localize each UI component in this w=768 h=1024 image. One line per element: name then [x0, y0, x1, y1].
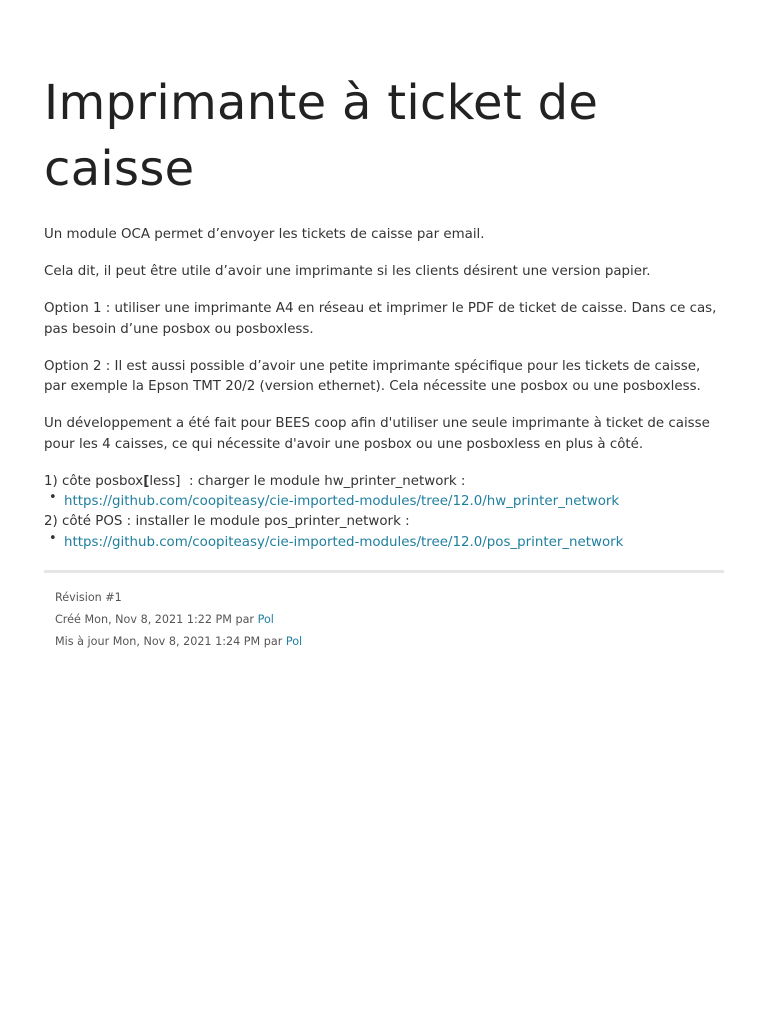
page-title: Imprimante à ticket de caisse [44, 75, 599, 197]
hw-printer-network-link[interactable]: https://github.com/coopiteasy/cie-imported-modules/tree/12.0/hw_printer_network [64, 494, 620, 509]
divider [44, 570, 724, 573]
updated-info [55, 631, 724, 653]
created-info [55, 609, 724, 631]
step-1-text [44, 472, 724, 493]
paragraph-option-2: Option 2 : Il est aussi possible d’avoir une petite imprimante spécifique pour les tickets de caisse, par exemple la Epson TMT 20/2 (version ethernet). Cela nécessite une posbox ou une posboxless. [44, 358, 701, 394]
step-1-bracket-open: [ [143, 473, 150, 489]
step-2-link-list [44, 530, 724, 553]
bullet-icon: • [49, 530, 57, 546]
step-1-bracket-word: less [149, 473, 176, 489]
step-1-suffix: : charger le module hw_printer_network : [180, 473, 466, 489]
step-1-bracket-close: ] [175, 473, 181, 489]
article-body [44, 225, 724, 553]
created-author-link[interactable]: Pol [257, 612, 274, 626]
created-text: Créé Mon, Nov 8, 2021 1:22 PM par [55, 612, 258, 626]
paragraph-development: Un développement a été fait pour BEES coop afin d'utiliser une seule imprimante à ticket de caisse pour les 4 caisses, ce qui nécessite d'avoir une posbox ou une posboxless en plus à côté. [44, 416, 710, 452]
list-item [44, 492, 724, 512]
updated-author-link[interactable]: Pol [285, 634, 303, 648]
revision-number: Révision #1 [55, 590, 122, 604]
step-2-text: 2) côté POS : installer le module pos_printer_network : [44, 514, 410, 529]
bullet-icon: • [49, 490, 57, 505]
page-content [44, 0, 724, 653]
step-1-link-list [44, 492, 724, 512]
revision-meta [44, 587, 724, 653]
paragraph-paper: Cela dit, il peut être utile d’avoir une imprimante si les clients désirent une version papier. [44, 264, 651, 279]
list-item [44, 530, 724, 553]
pos-printer-network-link[interactable]: https://github.com/coopiteasy/cie-imported-modules/tree/12.0/pos_printer_network [64, 534, 624, 550]
step-1-prefix: 1) côte posbox [44, 473, 144, 489]
paragraph-intro: Un module OCA permet d’envoyer les tickets de caisse par email. [44, 227, 485, 242]
paragraph-option-1: Option 1 : utiliser une imprimante A4 en réseau et imprimer le PDF de ticket de caisse. Dans ce cas, pas besoin d’une posbox ou posboxless. [44, 301, 717, 337]
updated-text: Mis à jour Mon, Nov 8, 2021 1:24 PM par [55, 634, 286, 648]
